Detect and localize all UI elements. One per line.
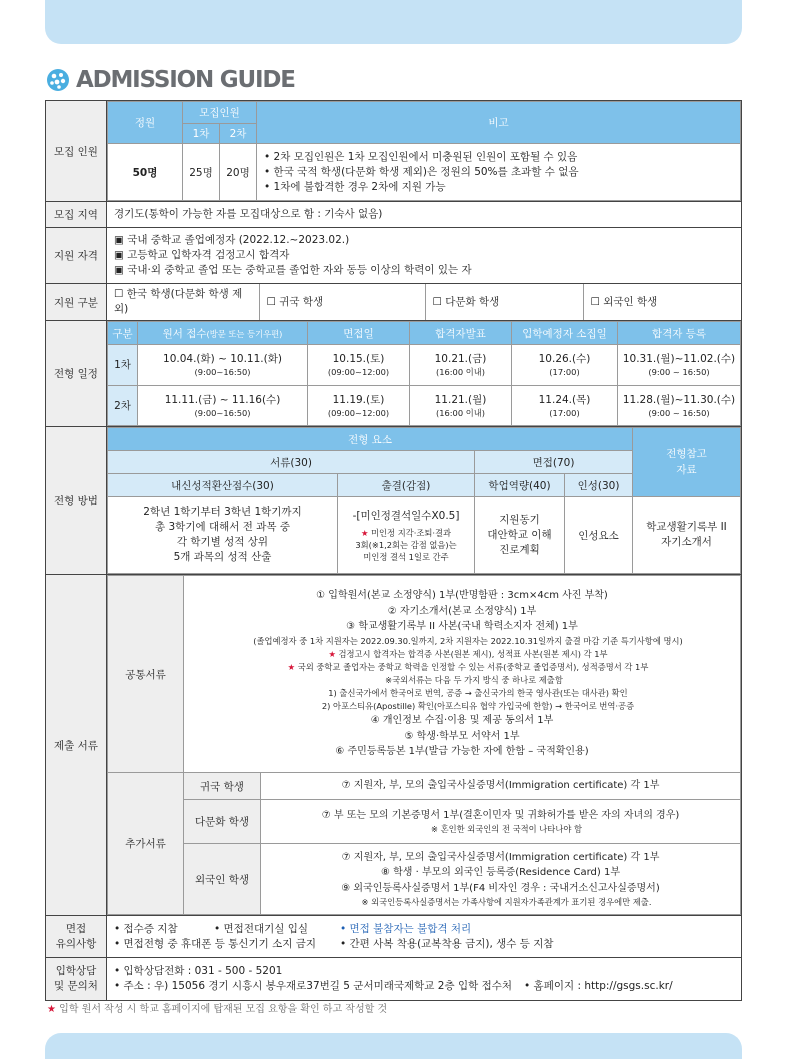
sch-gather-date: 11.24.(목) — [538, 393, 591, 406]
schedule-row — [108, 345, 741, 386]
bottom-banner — [45, 1033, 742, 1059]
category-option[interactable]: ☐ 한국 학생(다문화 학생 제외) — [107, 284, 259, 320]
method-h-elements: 전형 요소 — [108, 428, 633, 451]
quota-value: 50명 — [108, 144, 183, 201]
doc-item: ⑦ 지원자, 부, 모의 출입국사실증명서(Immigration certificate) 각 1부 — [341, 851, 660, 863]
sch-apply-date: 11.11.(금) ~ 11.16(수) — [164, 393, 281, 406]
attend-note-line: 3회(※1,2회는 감점 없음)는 — [355, 539, 457, 550]
doc-item: ⑥ 주민등록등본 1부(발급 가능한 자에 한함 – 국적확인용) — [335, 746, 589, 758]
qual-item: ▣ 국내·외 중학교 졸업 또는 중학교를 졸업한 자와 동등 이상의 학력이 있는 자 — [114, 264, 472, 276]
contact-info — [107, 958, 742, 1001]
sch-apply — [138, 345, 308, 386]
qual-item: ▣ 고등학교 입학자격 검정고시 합격자 — [114, 249, 290, 261]
returnee-docs — [261, 773, 741, 800]
col-round2: 2차 — [220, 124, 257, 144]
round2-value: 20명 — [220, 144, 257, 201]
submit-label: 제출 서류 — [46, 575, 107, 916]
round1-value: 25명 — [183, 144, 220, 201]
ability-line: 대안학교 이해 — [487, 528, 552, 541]
doc-subnote — [192, 648, 732, 661]
returnee-label: 귀국 학생 — [184, 773, 261, 800]
contact-address: • 주소 : 우) 15056 경기 시흥시 봉우재로37번길 5 군서미래국제학교 2층 입학 접수처 — [114, 980, 513, 992]
contact-homepage-link[interactable]: • 홈페이지 : http://gsgs.sc.kr/ — [524, 980, 673, 992]
ability-text — [475, 497, 565, 574]
sch-apply-time: (9:00~16:50) — [194, 367, 251, 378]
interview-notes-label: 면접 유의사항 — [46, 916, 107, 958]
sch-h-apply-text: 원서 접수 — [162, 327, 207, 340]
contact-label: 입학상담 및 문의처 — [46, 958, 107, 1001]
grade-text — [108, 497, 338, 574]
common-docs — [184, 576, 741, 773]
schedule-row — [108, 385, 741, 426]
grade-line: 2학년 1학기부터 3학년 1학기까지 — [143, 506, 302, 518]
star-icon: ★ — [287, 662, 298, 672]
multi-docs — [261, 800, 741, 844]
doc-subnote: ※ 외국인등록사실증명서는 가족사항에 지원자가족관계가 표기된 경우에만 제출. — [361, 897, 652, 908]
qual-list — [107, 228, 742, 284]
method-h-docs: 서류(30) — [108, 451, 475, 474]
char-text: 인성요소 — [565, 497, 633, 574]
doc-item: ⑦ 부 또는 모의 기본증명서 1부(결혼이민자 및 귀화허가를 받은 자의 자녀의 경우) — [321, 809, 680, 821]
sch-announce-time: (16:00 이내) — [435, 367, 486, 378]
doc-item: ⑦ 지원자, 부, 모의 출입국사실증명서(Immigration certificate) 각 1부 — [341, 780, 660, 792]
schedule-label: 전형 일정 — [46, 321, 107, 427]
recruit-note: • 한국 국적 학생(다문화 학생 제외)은 정원의 50%를 초과할 수 없음 — [264, 165, 579, 178]
sch-round: 2차 — [108, 385, 138, 426]
sch-register-time: (9:00 ~ 16:50) — [648, 367, 710, 378]
star-icon: ★ — [328, 649, 339, 659]
sch-interview-time: (09:00~12:00) — [327, 367, 390, 378]
recruit-note: • 1차에 불합격한 경우 2차에 지원 가능 — [264, 180, 446, 193]
page-title — [46, 66, 295, 94]
ref-text — [633, 497, 741, 574]
doc-subnote: 1) 출신국가에서 한국어로 번역, 공증 → 출신국가의 한국 영사관(또는 대사관) 확인 — [328, 688, 628, 698]
sch-interview — [308, 345, 410, 386]
sch-announce-date: 11.21.(월) — [434, 393, 487, 406]
foreign-docs — [261, 844, 741, 915]
contact-phone[interactable]: • 입학상담전화 : 031 - 500 - 5201 — [114, 965, 283, 977]
method-h-interview: 면접(70) — [475, 451, 633, 474]
star-icon: ★ — [47, 1004, 60, 1015]
category-option[interactable]: ☐ 귀국 학생 — [259, 284, 425, 320]
sch-interview-date: 10.15.(토) — [332, 353, 385, 366]
interview-note: • 면접 불참자는 불합격 처리 — [340, 922, 472, 935]
sch-apply-time: (9:00~16:50) — [194, 407, 251, 418]
sch-register — [618, 385, 741, 426]
ref-line: 자기소개서 — [661, 536, 712, 548]
multi-label: 다문화 학생 — [184, 800, 261, 844]
col-round1: 1차 — [183, 124, 220, 144]
col-note: 비고 — [257, 102, 741, 144]
sch-gather-time: (17:00) — [549, 367, 580, 378]
sch-h-apply — [138, 322, 308, 345]
method-label: 전형 방법 — [46, 427, 107, 575]
doc-item: ④ 개인정보 수집·이용 및 제공 동의서 1부 — [370, 715, 554, 726]
title-text: ADMISSION GUIDE — [76, 67, 295, 93]
doc-item: ⑨ 외국인등록사실증명서 1부(F4 비자인 경우 : 국내거소신고사실증명서) — [341, 882, 660, 894]
sch-gather-date: 10.26.(수) — [538, 353, 591, 366]
sch-h-interview: 면접일 — [308, 322, 410, 345]
sch-register — [618, 345, 741, 386]
attend-formula: -[미인정결석일수X0.5] — [352, 509, 460, 522]
sch-h-announce: 합격자발표 — [410, 322, 512, 345]
admission-table — [45, 100, 742, 1001]
sch-h-round: 구분 — [108, 322, 138, 345]
sch-register-date: 11.28.(월)~11.30.(수) — [622, 393, 736, 406]
method-h-ref: 전형참고 자료 — [633, 428, 741, 497]
grade-line: 5개 과목의 성적 산출 — [173, 551, 272, 563]
sch-interview — [308, 385, 410, 426]
ability-line: 진로계획 — [499, 543, 540, 556]
grade-line: 총 3학기에 대해서 전 과목 중 — [155, 521, 290, 533]
doc-item: ② 자기소개서(본교 소정양식) 1부 — [387, 605, 537, 617]
attend-note-line: 미인정 지각·조퇴·결과 — [371, 527, 452, 538]
method-h-grade: 내신성적환산점수(30) — [108, 474, 338, 497]
qual-item: ▣ 국내 중학교 졸업예정자 (2022.12.~2023.02.) — [114, 234, 350, 246]
method-h-char: 인성(30) — [565, 474, 633, 497]
sch-gather — [512, 385, 618, 426]
sch-interview-date: 11.19.(토) — [332, 393, 385, 406]
doc-subnote: (졸업예정자 중 1차 지원자는 2022.09.30.일까지, 2차 지원자는 2022.10.31일까지 출결 마감 기준 특기사항에 명시) — [253, 636, 683, 646]
interview-note: • 접수증 지참 — [114, 922, 178, 935]
attend-note — [338, 527, 474, 539]
interview-notes — [107, 916, 742, 958]
attend-note-line: 미인정 결석 1일로 간주 — [363, 551, 449, 562]
recruit-note: • 2차 모집인원은 1차 모집인원에서 미충원된 인원이 포함될 수 있음 — [264, 150, 578, 163]
recruit-notes — [257, 144, 741, 201]
recruit-label: 모집 인원 — [46, 101, 107, 202]
doc-item: ③ 학교생활기록부 II 사본(국내 학력소지자 전체) 1부 — [346, 621, 578, 633]
sch-gather — [512, 345, 618, 386]
extra-docs-label: 추가서류 — [108, 773, 184, 915]
sch-announce-date: 10.21.(금) — [434, 353, 487, 366]
method-h-attend: 출결(감점) — [338, 474, 475, 497]
sch-announce — [410, 385, 512, 426]
category-option[interactable]: ☐ 외국인 학생 — [590, 295, 658, 308]
region-label: 모집 지역 — [46, 202, 107, 228]
doc-subnote-text: 검정고시 합격자는 합격증 사본(원본 제시), 성적표 사본(원본 제시) 각 1부 — [338, 649, 608, 659]
sch-announce-time: (16:00 이내) — [435, 407, 486, 418]
interview-note: • 간편 사복 착용(교복착용 금지), 생수 등 지참 — [340, 937, 554, 950]
ability-line: 지원동기 — [499, 513, 540, 526]
doc-subnote-text: 국외 중학교 졸업자는 중학교 학력을 인정할 수 있는 서류(중학교 졸업증명서), 성적증명서 각 1부 — [297, 662, 649, 672]
method-h-ability: 학업역량(40) — [475, 474, 565, 497]
sch-round: 1차 — [108, 345, 138, 386]
doc-subnote: ※ 혼인한 외국인의 전 국적이 나타나야 함 — [430, 824, 582, 835]
footer-note — [47, 1000, 387, 1015]
top-banner — [45, 0, 742, 44]
doc-subnote: ※국외서류는 다음 두 가지 방식 중 하나로 제출함 — [385, 675, 563, 685]
interview-note: • 면접전형 중 휴대폰 등 통신기기 소지 금지 — [114, 937, 316, 950]
doc-subnote — [192, 661, 732, 674]
sch-register-date: 10.31.(월)~11.02.(수) — [622, 353, 736, 366]
col-recruit: 모집인원 — [183, 102, 257, 124]
interview-note: • 면접전대기실 입실 — [214, 922, 309, 935]
qual-label: 지원 자격 — [46, 228, 107, 284]
sch-apply — [138, 385, 308, 426]
category-label: 지원 구분 — [46, 284, 107, 321]
doc-item: ① 입학원서(본교 소정양식) 1부(반명함판 : 3cm×4cm 사진 부착) — [316, 590, 608, 602]
common-docs-label: 공통서류 — [108, 576, 184, 773]
globe-logo-icon — [46, 68, 70, 92]
grade-line: 각 학기별 성적 상위 — [176, 536, 269, 548]
sch-h-gather: 입학예정자 소집일 — [512, 322, 618, 345]
attend-text — [338, 497, 475, 574]
col-quota: 정원 — [108, 102, 183, 144]
region-text: 경기도(통학이 가능한 자를 모집대상으로 함 : 기숙사 없음) — [107, 202, 742, 228]
sch-h-apply-sub: (방문 또는 등기우편) — [206, 328, 283, 339]
sch-announce — [410, 345, 512, 386]
foreign-label: 외국인 학생 — [184, 844, 261, 915]
sch-interview-time: (09:00~12:00) — [327, 407, 390, 418]
footer-note-text: 입학 원서 작성 시 학교 홈페이지에 탑재된 모집 요항을 확인 하고 작성할 것 — [59, 1004, 388, 1015]
doc-item: ⑧ 학생 · 부모의 외국인 등록증(Residence Card) 1부 — [380, 867, 620, 879]
sch-apply-date: 10.04.(화) ~ 10.11.(화) — [163, 353, 282, 366]
ref-line: 학교생활기록부 II — [646, 521, 727, 533]
doc-item: ⑤ 학생·학부모 서약서 1부 — [404, 730, 520, 742]
sch-register-time: (9:00 ~ 16:50) — [648, 407, 710, 418]
sch-gather-time: (17:00) — [549, 407, 580, 418]
doc-subnote: 2) 아포스티유(Apostille) 확인(아포스티유 협약 가입국에 한함) → 한국어로 번역·공증 — [321, 701, 635, 711]
star-icon: ★ — [360, 527, 372, 538]
category-option[interactable]: ☐ 다문화 학생 — [425, 284, 583, 320]
sch-h-register: 합격자 등록 — [618, 322, 741, 345]
